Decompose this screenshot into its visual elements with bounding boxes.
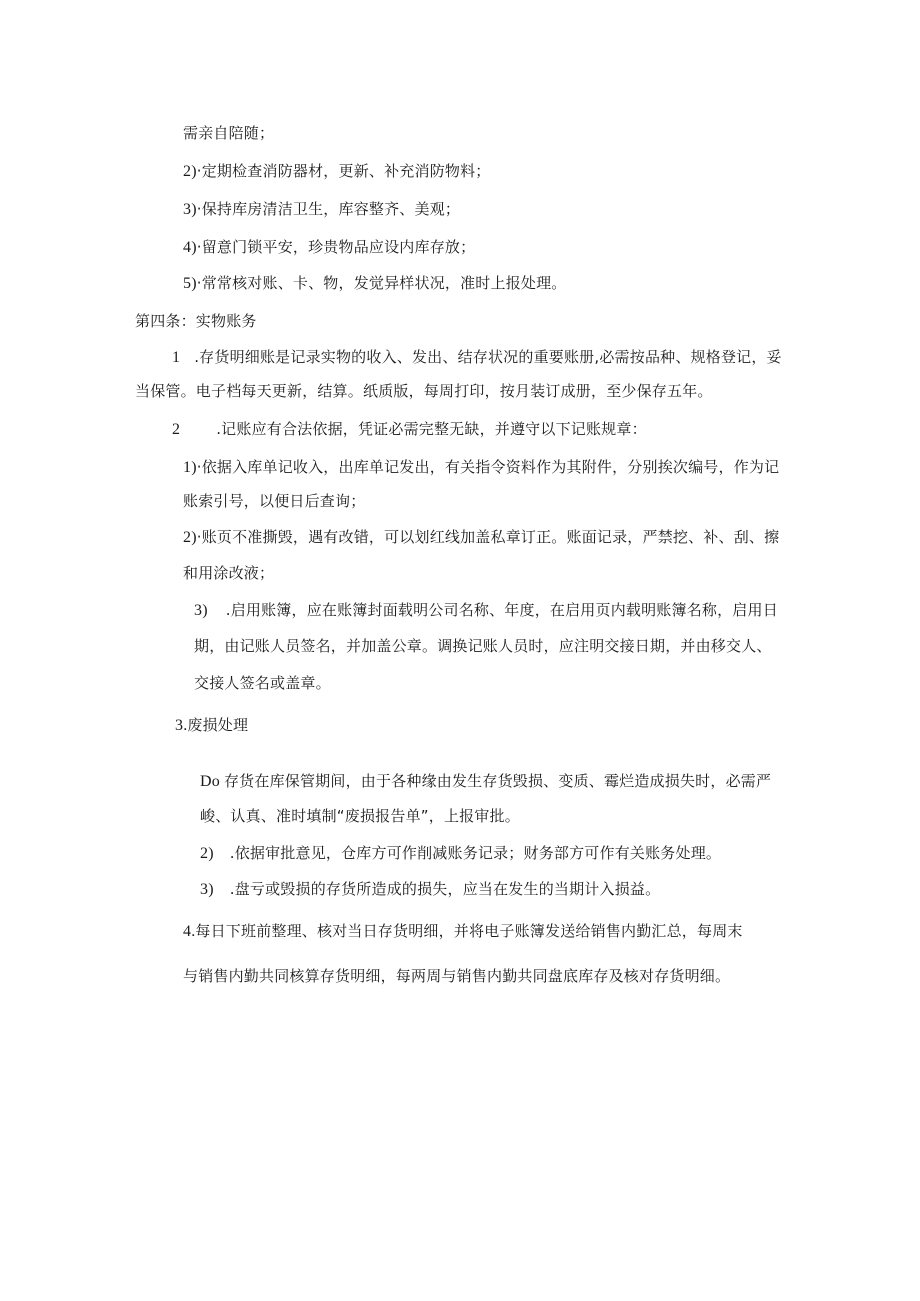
- item-number: 2: [172, 421, 181, 438]
- item-number: 3): [194, 602, 208, 619]
- text-line: 需亲自陪随；: [183, 124, 275, 142]
- text-line: 期，由记账人员签名，并加盖公章。调换记账人员时，应注明交接日期，并由移交人、: [194, 637, 772, 655]
- list-item: 3) .盘亏或毁损的存货所造成的损失，应当在发生的当期计入损益。: [200, 880, 661, 898]
- item-number: 2): [183, 163, 197, 180]
- text-line: 当保管。电子档每天更新，结算。纸质版，每周打印，按月装订成册，至少保存五年。: [135, 382, 713, 400]
- item-number: 3): [200, 881, 214, 898]
- list-item: 2)·账页不准撕毁，遇有改错，可以划红线加盖私章订正。账面记录，严禁挖、补、刮、擦: [183, 528, 780, 546]
- text-line: 与销售内勤共同核算存货明细，每两周与销售内勤共同盘底库存及核对存货明细。: [183, 967, 731, 985]
- item-number: 3.: [175, 717, 188, 734]
- item-number: 4.: [183, 923, 196, 940]
- list-item: 4)·留意门锁平安，珍贵物品应设内库存放；: [183, 238, 476, 256]
- list-item: 1 .存货明细账是记录实物的收入、发出、结存状况的重要账册,必需按品种、规格登记，妥: [172, 348, 782, 366]
- text-line: 账索引号，以便日后查询；: [183, 492, 366, 510]
- item-number: 4): [183, 239, 197, 256]
- list-item: 4.每日下班前整理、核对当日存货明细，并将电子账簿发送给销售内勤汇总，每周末: [183, 922, 743, 940]
- list-item: 2) .依据审批意见，仓库方可作削减账务记录；财务部方可作有关账务处理。: [200, 844, 722, 862]
- text-line: 和用涂改液；: [183, 564, 275, 582]
- item-number: 2): [183, 529, 197, 546]
- item-number: 1): [183, 459, 197, 476]
- list-item: 5)·常常核对账、卡、物，发觉异样状况，准时上报处理。: [183, 274, 567, 292]
- text-line: 交接人签名或盖章。: [194, 674, 331, 692]
- section-heading: 第四条：实物账务: [135, 312, 257, 330]
- item-number: 1: [172, 349, 181, 366]
- item-number: 3): [183, 201, 197, 218]
- list-item: Do 存货在库保管期间，由于各种缘由发生存货毁损、变质、霉烂造成损失时，必需严: [200, 772, 772, 790]
- item-number: 5): [183, 275, 197, 292]
- item-number: 2): [200, 845, 214, 862]
- list-item: 2)·定期检查消防器材，更新、补充消防物料；: [183, 162, 491, 180]
- item-number: Do: [200, 773, 220, 790]
- list-item: 1)·依据入库单记收入，出库单记发出，有关指令资料作为其附件，分别挨次编号，作为记: [183, 458, 780, 476]
- text-line: 峻、认真、准时填制“废损报告单”，上报审批。: [200, 807, 520, 825]
- list-item: 3) .启用账簿，应在账簿封面载明公司名称、年度，在启用页内载明账簿名称，启用日: [194, 601, 778, 619]
- list-item: 3)·保持库房清洁卫生，库容整齐、美观；: [183, 200, 461, 218]
- list-item: 2 .记账应有合法依据，凭证必需完整无缺，并遵守以下记账规章：: [172, 420, 647, 438]
- subsection-heading: 3.废损处理: [175, 716, 249, 734]
